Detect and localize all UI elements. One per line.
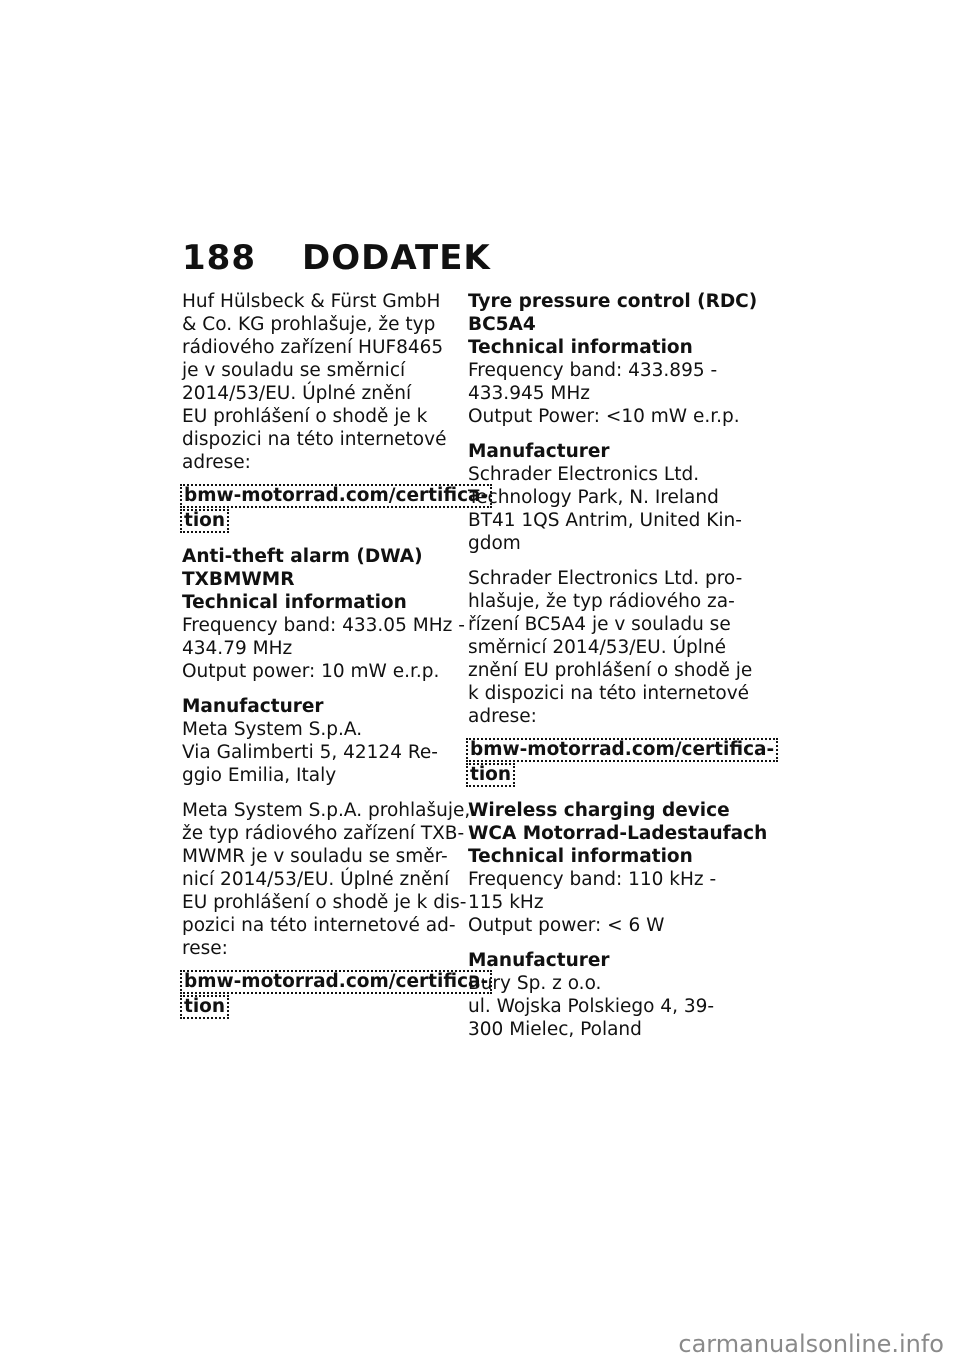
text-line: Output power: 10 mW e.r.p. (182, 661, 440, 682)
dwa-tech-info (182, 614, 465, 683)
rdc-manufacturer-heading: Manufacturer (468, 441, 610, 462)
text-line: Via Galimberti 5, 42124 Re- (182, 742, 438, 763)
text-line: 300 Mielec, Poland (468, 1019, 642, 1040)
link-text[interactable]: bmw-motorrad.com/certifica- (180, 970, 492, 994)
text-line: Huf Hülsbeck & Fürst GmbH (182, 291, 441, 312)
certification-link-2[interactable] (182, 970, 489, 1019)
text-line: 433.945 MHz (468, 383, 590, 404)
dwa-title: Anti-theft alarm (DWA) (182, 546, 423, 567)
link-text[interactable]: bmw-motorrad.com/certifica- (180, 484, 492, 508)
dwa-manufacturer (182, 718, 454, 787)
text-line: gdom (468, 533, 521, 554)
text-line: směrnicí 2014/53/EU. Úplné (468, 637, 726, 658)
text-line: je v souladu se směrnicí (182, 360, 406, 381)
certification-link-3[interactable] (468, 738, 775, 787)
wca-tech-info (468, 868, 746, 937)
text-line: Frequency band: 110 kHz - (468, 869, 717, 890)
dwa-model: TXBMWMR (182, 569, 295, 590)
text-line: Frequency band: 433.895 - (468, 360, 718, 381)
dwa-tech-heading: Technical information (182, 592, 407, 613)
text-line: pozici na této internetové ad- (182, 915, 456, 936)
text-line: Meta System S.p.A. (182, 719, 363, 740)
text-line: 434.79 MHz (182, 638, 293, 659)
text-line: adrese: (468, 706, 537, 727)
page-number: 188 (182, 238, 256, 278)
text-line: adrese: (182, 452, 251, 473)
text-line: Frequency band: 433.05 MHz - (182, 615, 465, 636)
text-line: EU prohlášení o shodě je k (182, 406, 428, 427)
huf-declaration (182, 290, 454, 474)
section-title: DODATEK (301, 238, 491, 278)
rdc-declaration (468, 567, 753, 728)
text-line: 115 kHz (468, 892, 544, 913)
text-line: rádiového zařízení HUF8465 (182, 337, 444, 358)
link-text[interactable]: tion (466, 763, 515, 787)
text-line: dispozici na této internetové (182, 429, 447, 450)
text-line: nicí 2014/53/EU. Úplné znění (182, 869, 450, 890)
page-header (182, 238, 491, 278)
wca-tech-heading: Technical information (468, 846, 693, 867)
text-line: ggio Emilia, Italy (182, 765, 337, 786)
text-line: Meta System S.p.A. prohlašuje, (182, 800, 471, 821)
dwa-manufacturer-heading: Manufacturer (182, 696, 324, 717)
rdc-tech-info (468, 359, 746, 428)
link-text[interactable]: tion (180, 995, 229, 1019)
left-column (182, 290, 489, 1031)
rdc-manufacturer (468, 463, 746, 555)
link-text[interactable]: tion (180, 509, 229, 533)
text-line: EU prohlášení o shodě je k dis- (182, 892, 467, 913)
wca-model: WCA Motorrad-Ladestaufach (468, 823, 768, 844)
text-line: MWMR je v souladu se směr- (182, 846, 448, 867)
text-line: hlašuje, že typ rádiového za- (468, 591, 735, 612)
wca-title: Wireless charging device (468, 800, 730, 821)
text-line: znění EU prohlášení o shodě je (468, 660, 753, 681)
text-line: k dispozici na této internetové (468, 683, 750, 704)
rdc-title: Tyre pressure control (RDC) (468, 291, 758, 312)
text-line: Output power: < 6 W (468, 915, 665, 936)
wca-manufacturer-heading: Manufacturer (468, 950, 610, 971)
text-line: řízení BC5A4 je v souladu se (468, 614, 731, 635)
right-column (468, 290, 775, 1053)
certification-link-1[interactable] (182, 484, 489, 533)
text-line: Schrader Electronics Ltd. pro- (468, 568, 743, 589)
text-line: 2014/53/EU. Úplné znění (182, 383, 412, 404)
text-line: rese: (182, 938, 228, 959)
text-line: Output Power: <10 mW e.r.p. (468, 406, 740, 427)
text-line: & Co. KG prohlašuje, že typ (182, 314, 436, 335)
link-text[interactable]: bmw-motorrad.com/certifica- (466, 738, 778, 762)
wca-manufacturer (468, 972, 746, 1041)
text-line: že typ rádiového zařízení TXB- (182, 823, 465, 844)
dwa-declaration (182, 799, 471, 960)
text-line: BT41 1QS Antrim, United Kin- (468, 510, 742, 531)
rdc-model: BC5A4 (468, 314, 536, 335)
rdc-tech-heading: Technical information (468, 337, 693, 358)
text-line: Schrader Electronics Ltd. (468, 464, 700, 485)
watermark: carmanualsonline.info (678, 1330, 944, 1358)
text-line: ul. Wojska Polskiego 4, 39- (468, 996, 715, 1017)
text-line: Technology Park, N. Ireland (468, 487, 719, 508)
text-line: Bury Sp. z o.o. (468, 973, 602, 994)
